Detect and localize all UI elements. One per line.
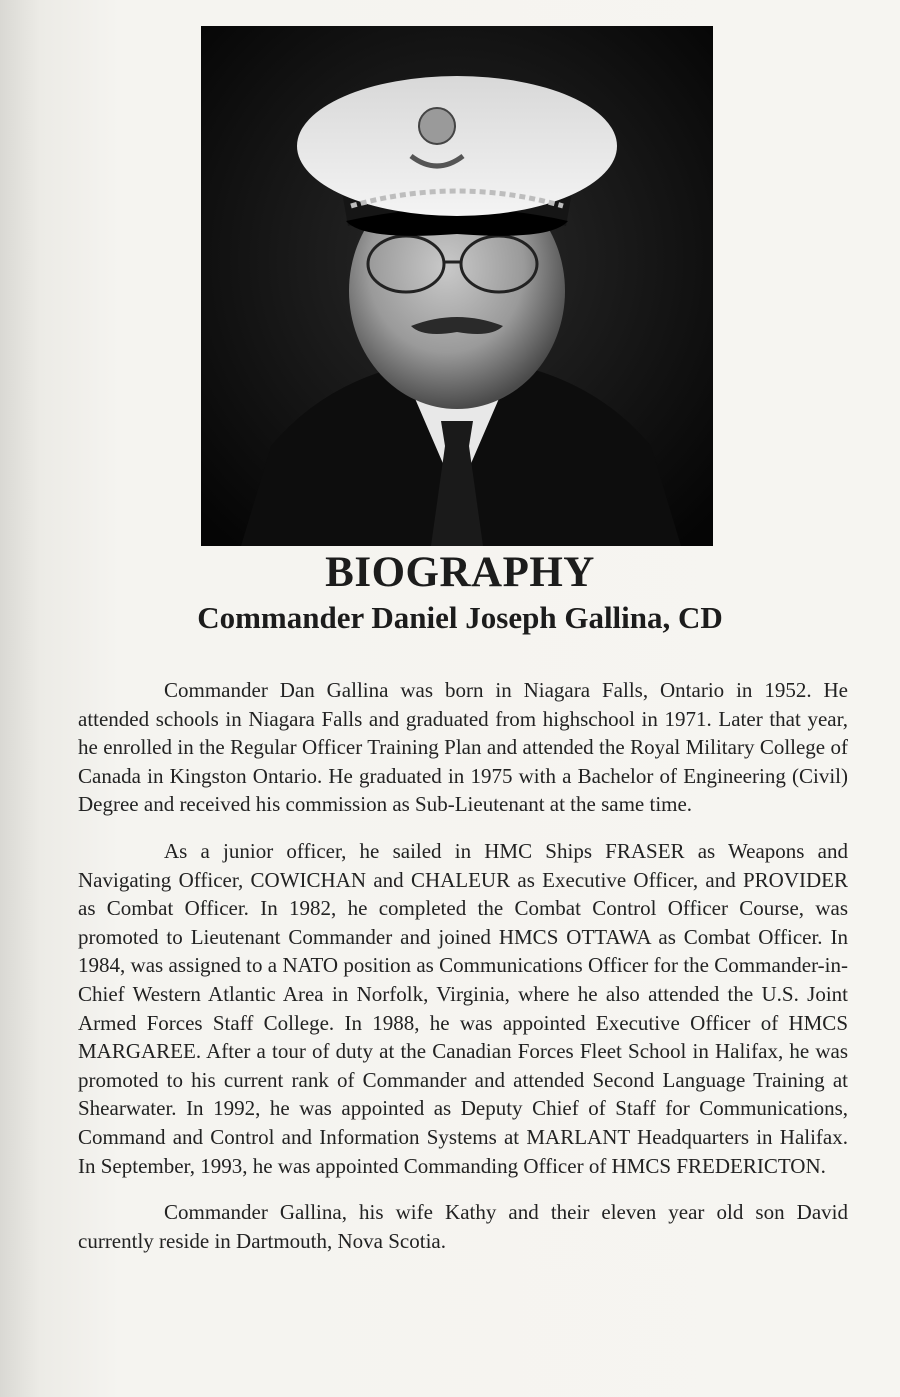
subject-name-heading: Commander Daniel Joseph Gallina, CD xyxy=(197,600,723,635)
portrait-photo xyxy=(201,26,713,546)
paragraph-career: As a junior officer, he sailed in HMC Ships FRASER as Weapons and Navigating Officer, COWICHAN and CHALEUR as Executive Officer, and PROVIDER as Combat Officer. In 1982, he completed the Combat Control Officer Course, was promoted to Lieutenant Commander and joined HMCS OTTAWA as Combat Officer. In 1984, was assigned to a NATO position as Communications Officer for the Commander-in-Chief Western Atlantic Area in Norfolk, Virginia, where he also attended the U.S. Joint Armed Forces Staff College. In 1988, he was appointed Executive Officer of HMCS MARGAREE. After a tour of duty at the Canadian Forces Fleet School in Halifax, he was promoted to his current rank of Commander and attended Second Language Training at Shearwater. In 1992, he was appointed as Deputy Chief of Staff for Communications, Command and Control and Information Systems at MARLANT Headquarters in Halifax. In September, 1993, he was appointed Commanding Officer of HMCS FREDERICTON. xyxy=(78,838,848,1178)
paragraph-early-life: Commander Dan Gallina was born in Niagara Falls, Ontario in 1952. He attended schools in Niagara Falls and graduated from highschool in 1971. Later that year, he enrolled in the Regular Officer Training Plan and attended the Royal Military College of Canada in Kingston Ontario. He graduated in 1975 with a Bachelor of Engineering (Civil) Degree and received his commission as Sub-Lieutenant at the same time. xyxy=(78,678,848,817)
biography-body xyxy=(78,676,848,1273)
paragraph-family: Commander Gallina, his wife Kathy and their eleven year old son David currently reside in Dartmouth, Nova Scotia. xyxy=(78,1200,848,1253)
biography-heading: BIOGRAPHY xyxy=(325,549,595,596)
portrait-image xyxy=(201,26,713,546)
